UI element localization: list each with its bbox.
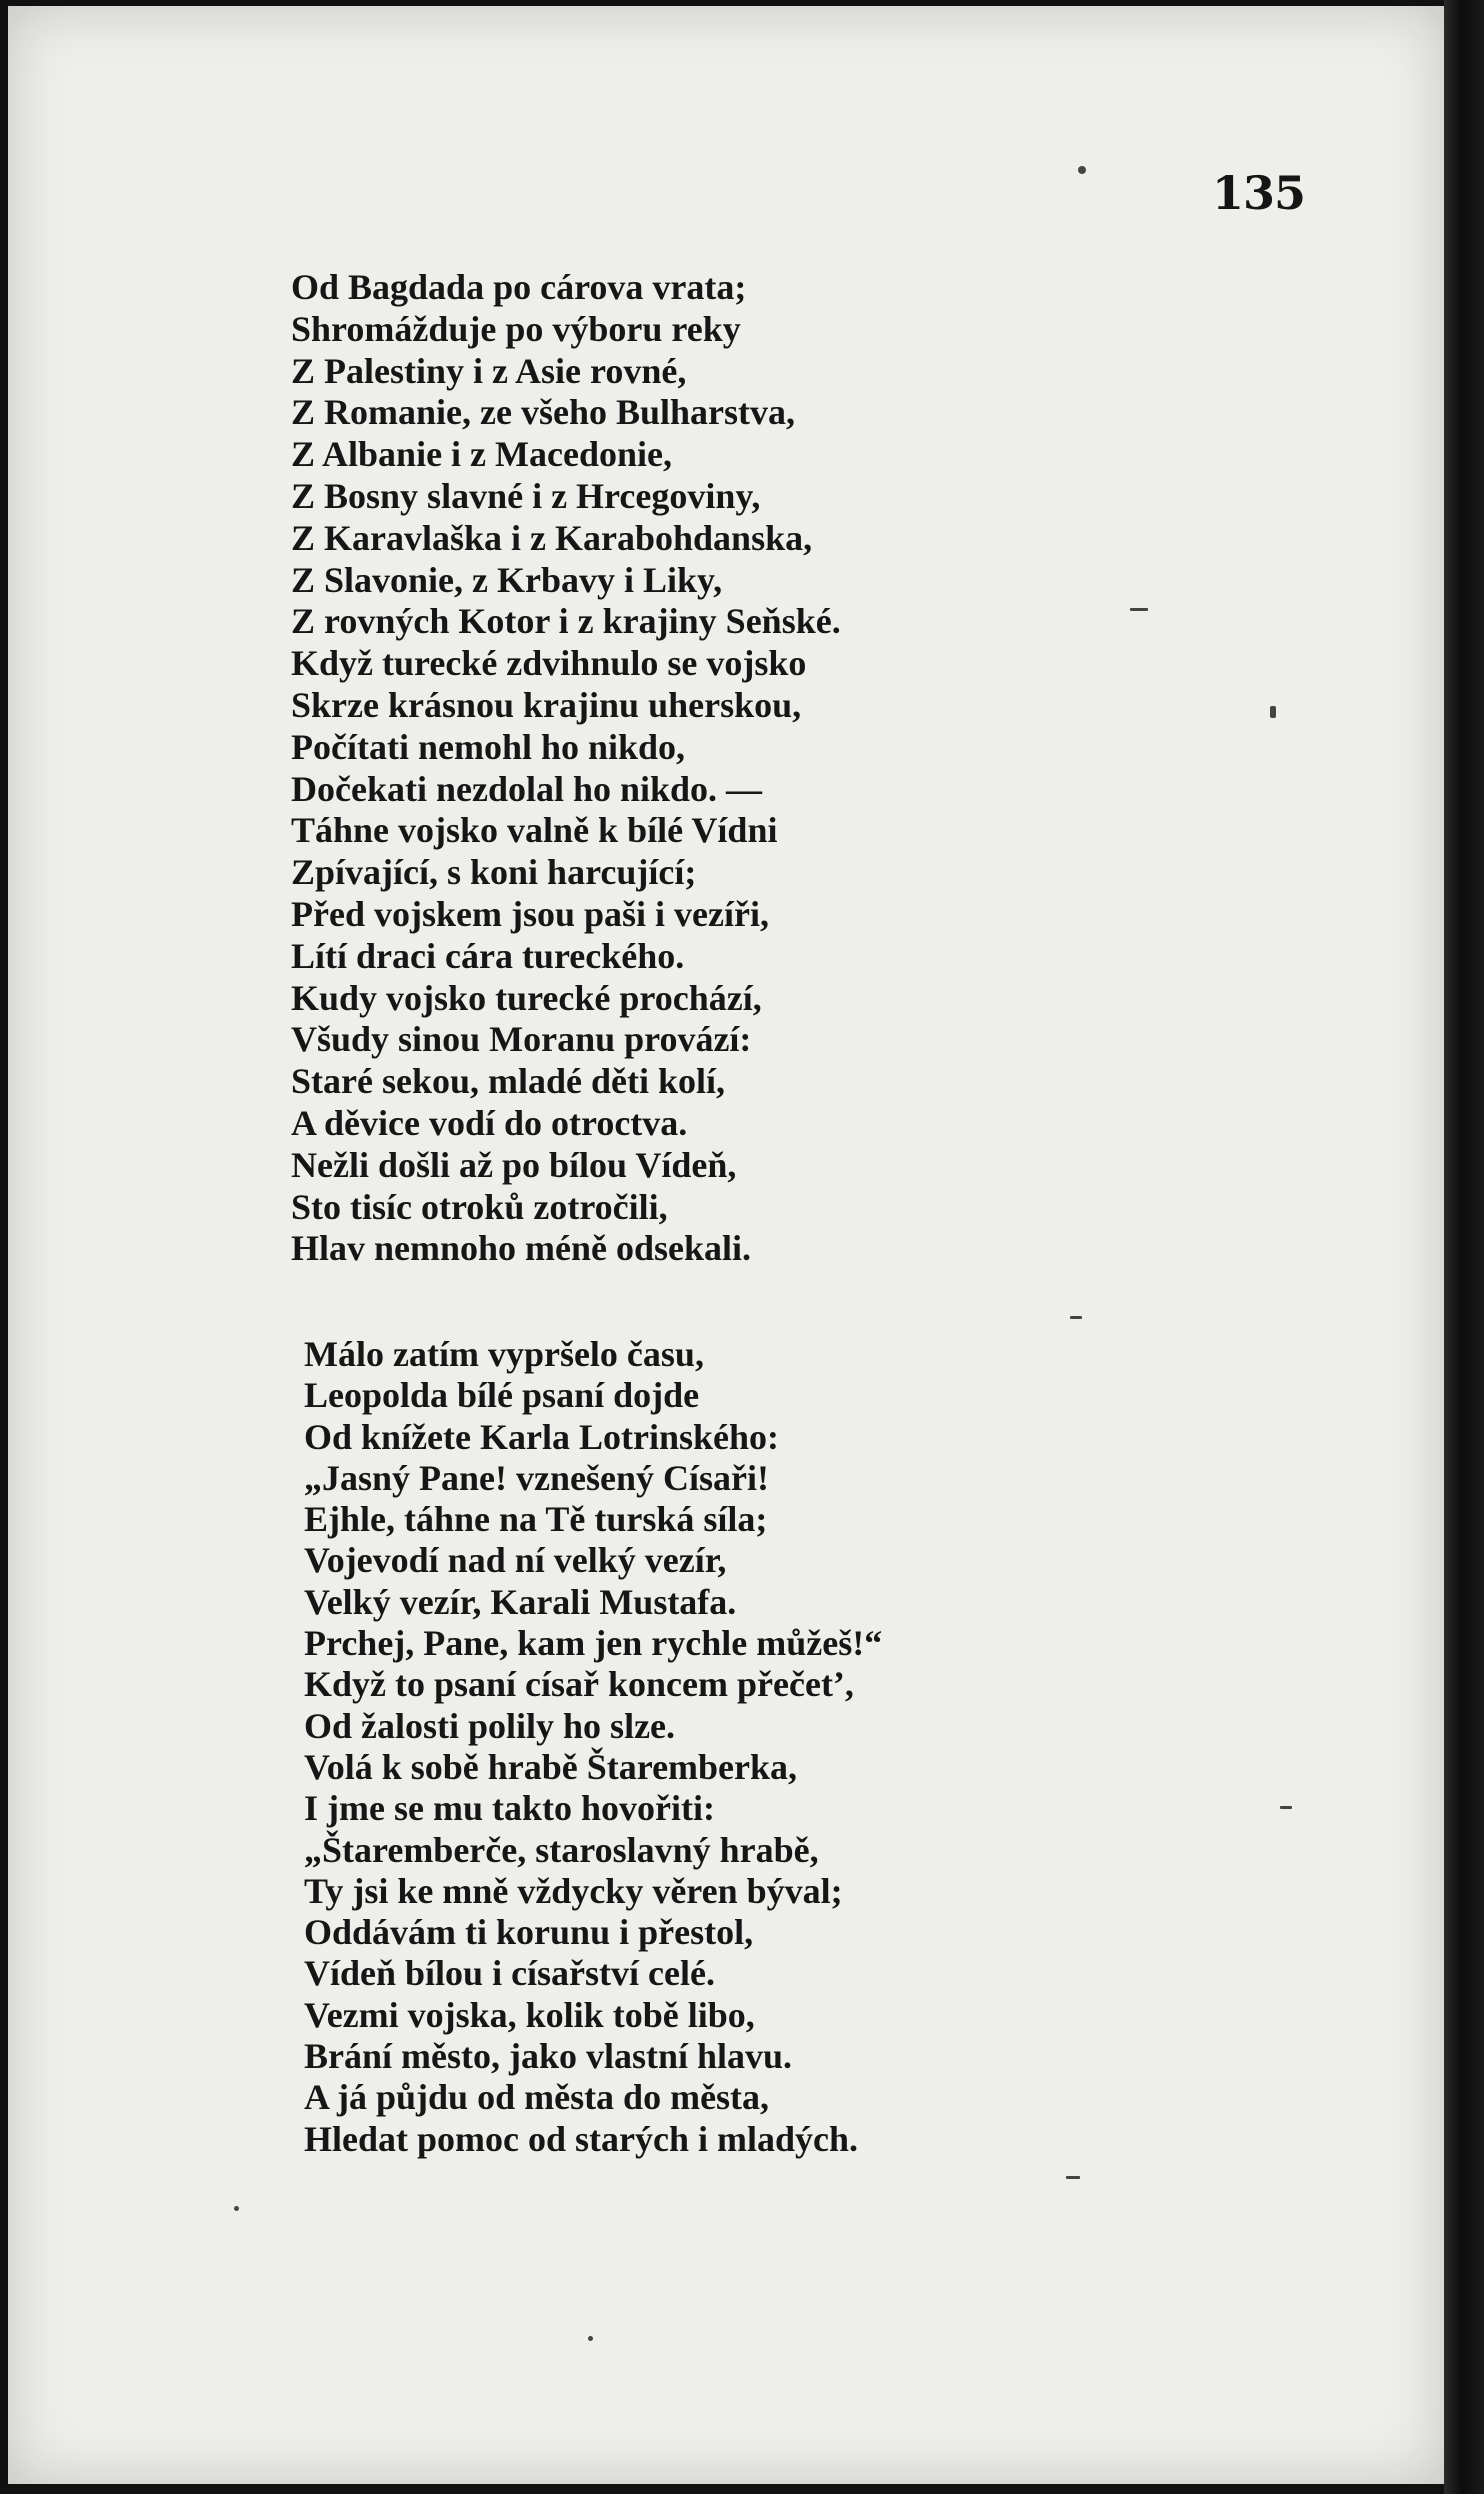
verse-line: Když to psaní císař koncem přečet’, — [304, 1664, 854, 1705]
scan-speck — [234, 2206, 239, 2211]
verse-line: Z Albanie i z Macedonie, — [291, 434, 672, 475]
verse-line: Zpívající, s koni harcující; — [291, 852, 697, 893]
verse-line: Vídeň bílou i císařství celé. — [304, 1953, 715, 1994]
scan-speck — [1280, 1806, 1292, 1809]
verse-line: Když turecké zdvihnulo se vojsko — [291, 643, 807, 684]
verse-line: Málo zatím vypršelo času, — [304, 1334, 704, 1374]
verse-line: Oddávám ti korunu i přestol, — [304, 1912, 754, 1953]
scan-speck — [588, 2336, 593, 2341]
verse-line: Vojevodí nad ní velký vezír, — [304, 1540, 727, 1581]
verse-line: Z Palestiny i z Asie rovné, — [291, 350, 687, 391]
verse-line: Staré sekou, mladé děti kolí, — [291, 1061, 726, 1102]
verse-line: „Štaremberče, staroslavný hrabě, — [304, 1829, 819, 1870]
verse-line: Vezmi vojska, kolik tobě libo, — [304, 1994, 755, 2035]
verse-line: Kudy vojsko turecké prochází, — [291, 977, 762, 1018]
verse-line: A já půjdu od města do města, — [304, 2077, 770, 2118]
verse-line: Od Bagdada po cárova vrata; — [291, 267, 747, 307]
verse-line: Táhne vojsko valně k bílé Vídni — [291, 810, 778, 851]
stanza-2 — [304, 1334, 882, 2160]
verse-line: Z rovných Kotor i z krajiny Seňské. — [291, 601, 841, 642]
verse-line: Všudy sinou Moranu provází: — [291, 1019, 752, 1060]
verse-line: Z Bosny slavné i z Hrcegoviny, — [291, 475, 761, 516]
verse-line: Před vojskem jsou paši i vezíři, — [291, 893, 769, 934]
verse-line: Z Romanie, ze všeho Bulharstva, — [291, 392, 795, 433]
stanza-1 — [291, 267, 841, 1270]
verse-line: Z Slavonie, z Krbavy i Liky, — [291, 559, 723, 600]
verse-line: „Jasný Pane! vznešený Císaři! — [304, 1457, 769, 1498]
scan-speck — [1270, 706, 1276, 718]
verse-line: Od žalosti polily ho slze. — [304, 1705, 676, 1746]
verse-line: Hlav nemnoho méně odsekali. — [291, 1228, 752, 1269]
verse-line: Počítati nemohl ho nikdo, — [291, 726, 686, 767]
verse-line: Lítí draci cára tureckého. — [291, 935, 685, 976]
page-number: 135 — [1212, 166, 1306, 220]
verse-line: Z Karavlaška i z Karabohdanska, — [291, 517, 813, 558]
verse-line: Hledat pomoc od starých i mladých. — [304, 2118, 858, 2159]
verse-line: Od knížete Karla Lotrinského: — [304, 1416, 779, 1457]
scan-speck — [1066, 2176, 1080, 2179]
scan-speck — [1130, 608, 1148, 611]
page-edge — [1444, 0, 1484, 2494]
verse-line: Dočekati nezdolal ho nikdo. — — [291, 768, 763, 809]
book-page — [8, 6, 1444, 2484]
verse-line: Volá k sobě hrabě Štaremberka, — [304, 1746, 798, 1787]
verse-line: Sto tisíc otroků zotročili, — [291, 1186, 668, 1227]
scan-speck — [1070, 1316, 1082, 1319]
verse-line: Leopolda bílé psaní dojde — [304, 1375, 700, 1416]
scan-speck — [1078, 166, 1086, 174]
verse-line: Brání město, jako vlastní hlavu. — [304, 2036, 793, 2077]
verse-line: Skrze krásnou krajinu uherskou, — [291, 684, 802, 725]
verse-line: A děvice vodí do otroctva. — [291, 1102, 688, 1143]
verse-line: Ty jsi ke mně vždycky věren býval; — [304, 1870, 843, 1911]
verse-line: Velký vezír, Karali Mustafa. — [304, 1581, 737, 1622]
verse-line: I jme se mu takto hovořiti: — [304, 1788, 715, 1829]
verse-line: Prchej, Pane, kam jen rychle můžeš!“ — [304, 1623, 883, 1664]
verse-line: Shromážduje po výboru reky — [291, 308, 741, 349]
verse-line: Ejhle, táhne na Tě turská síla; — [304, 1499, 768, 1540]
verse-line: Nežli došli až po bílou Vídeň, — [291, 1144, 737, 1185]
